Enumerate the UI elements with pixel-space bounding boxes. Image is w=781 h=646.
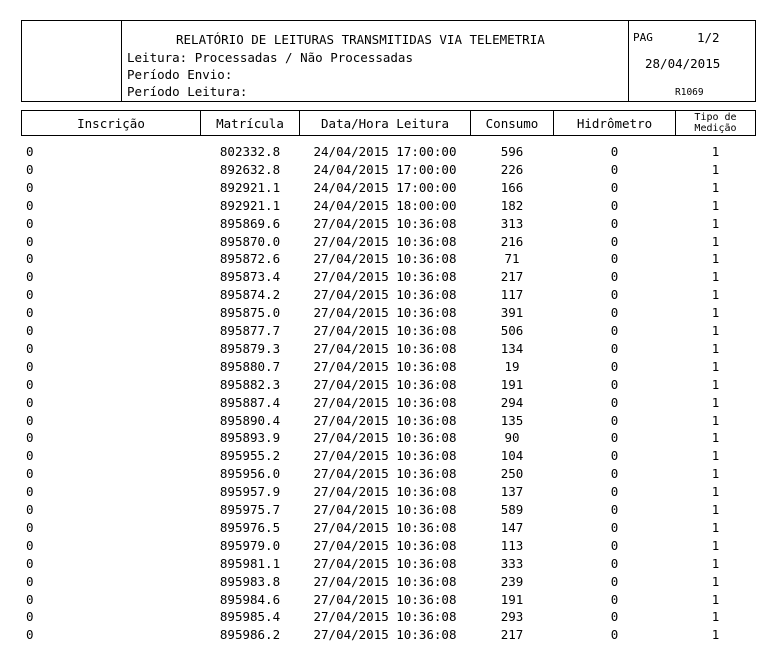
table-row <box>0 143 781 161</box>
cell-data-hora: 27/04/2015 10:36:08 <box>313 215 457 231</box>
cell-data-hora: 24/04/2015 17:00:00 <box>313 179 457 195</box>
cell-data-hora: 27/04/2015 10:36:08 <box>313 627 457 643</box>
table-row <box>0 358 781 376</box>
cell-inscricao: 0 <box>26 555 34 571</box>
table-row <box>0 197 781 215</box>
cell-hidrometro: 0 <box>610 555 619 571</box>
cell-inscricao: 0 <box>26 269 34 285</box>
cell-consumo: 333 <box>500 555 524 571</box>
cell-hidrometro: 0 <box>610 323 619 338</box>
cell-matricula: 895870.0 <box>219 233 281 249</box>
cell-data-hora: 27/04/2015 10:36:08 <box>313 484 457 500</box>
table-row <box>0 626 781 644</box>
cell-matricula: 895887.4 <box>219 394 281 410</box>
cell-consumo: 71 <box>504 251 520 267</box>
cell-consumo: 104 <box>500 448 524 464</box>
cell-hidrometro: 0 <box>610 609 619 625</box>
logo-placeholder-box <box>21 20 122 102</box>
table-row <box>0 304 781 322</box>
cell-tipo-medicao: 1 <box>711 555 720 571</box>
cell-matricula: 895893.9 <box>219 430 281 446</box>
report-date: 28/04/2015 <box>645 56 721 71</box>
cell-inscricao: 0 <box>26 484 34 500</box>
cell-matricula: 895872.6 <box>219 251 281 267</box>
col-consumo-label: Consumo <box>485 115 539 131</box>
cell-hidrometro: 0 <box>610 358 619 374</box>
table-row <box>0 322 781 340</box>
cell-inscricao: 0 <box>26 233 34 249</box>
col-hidrometro-label: Hidrômetro <box>576 115 653 131</box>
cell-consumo: 117 <box>500 287 524 303</box>
cell-consumo: 217 <box>500 627 524 643</box>
cell-hidrometro: 0 <box>610 412 619 428</box>
cell-tipo-medicao: 1 <box>711 591 720 607</box>
cell-tipo-medicao: 1 <box>711 448 720 464</box>
cell-matricula: 892921.1 <box>219 179 281 195</box>
cell-data-hora: 27/04/2015 10:36:08 <box>313 573 457 589</box>
cell-data-hora: 27/04/2015 10:36:08 <box>313 591 457 607</box>
cell-data-hora: 27/04/2015 10:36:08 <box>313 466 457 482</box>
col-data-hora <box>299 110 471 136</box>
table-row <box>0 376 781 394</box>
cell-tipo-medicao: 1 <box>711 179 720 195</box>
cell-matricula: 895981.1 <box>219 555 281 571</box>
cell-tipo-medicao: 1 <box>711 305 720 321</box>
table-row <box>0 161 781 179</box>
table-row <box>0 447 781 465</box>
cell-data-hora: 27/04/2015 10:36:08 <box>313 609 457 625</box>
cell-matricula: 895875.0 <box>219 305 281 321</box>
periodo-leitura: Período Leitura: <box>127 84 248 99</box>
cell-hidrometro: 0 <box>610 197 619 213</box>
col-matricula-label: Matrícula <box>216 115 284 131</box>
cell-hidrometro: 0 <box>610 179 619 195</box>
cell-tipo-medicao: 1 <box>711 287 720 303</box>
col-tipo-label: Tipo de <box>694 112 737 123</box>
cell-matricula: 802332.8 <box>219 144 281 159</box>
cell-consumo: 19 <box>504 358 520 374</box>
table-row <box>0 412 781 430</box>
cell-inscricao: 0 <box>26 394 34 410</box>
cell-hidrometro: 0 <box>610 340 619 356</box>
cell-data-hora: 27/04/2015 10:36:08 <box>313 376 457 392</box>
table-row <box>0 215 781 233</box>
cell-matricula: 895877.7 <box>219 323 281 338</box>
cell-matricula: 895984.6 <box>219 591 281 607</box>
cell-tipo-medicao: 1 <box>711 466 720 482</box>
cell-hidrometro: 0 <box>610 484 619 500</box>
pag-label: PAG <box>633 31 653 44</box>
cell-hidrometro: 0 <box>610 394 619 410</box>
cell-tipo-medicao: 1 <box>711 573 720 589</box>
cell-matricula: 895882.3 <box>219 376 281 392</box>
cell-matricula: 895985.4 <box>219 609 281 625</box>
cell-tipo-medicao: 1 <box>711 269 720 285</box>
cell-data-hora: 27/04/2015 10:36:08 <box>313 340 457 356</box>
cell-inscricao: 0 <box>26 448 34 464</box>
cell-inscricao: 0 <box>26 287 34 303</box>
cell-inscricao: 0 <box>26 251 34 267</box>
cell-hidrometro: 0 <box>610 233 619 249</box>
cell-data-hora: 27/04/2015 10:36:08 <box>313 448 457 464</box>
cell-data-hora: 27/04/2015 10:36:08 <box>313 305 457 321</box>
table-row <box>0 233 781 251</box>
cell-consumo: 239 <box>500 573 524 589</box>
cell-hidrometro: 0 <box>610 144 619 159</box>
report-code: R1069 <box>675 87 704 98</box>
cell-hidrometro: 0 <box>610 215 619 231</box>
cell-matricula: 892632.8 <box>219 161 281 177</box>
col-medicao-label: Medição <box>694 123 737 134</box>
cell-inscricao: 0 <box>26 466 34 482</box>
cell-inscricao: 0 <box>26 215 34 231</box>
cell-data-hora: 27/04/2015 10:36:08 <box>313 251 457 267</box>
table-row <box>0 501 781 519</box>
cell-consumo: 216 <box>500 233 524 249</box>
cell-inscricao: 0 <box>26 197 34 213</box>
cell-tipo-medicao: 1 <box>711 144 720 159</box>
table-row <box>0 573 781 591</box>
cell-matricula: 895880.7 <box>219 358 281 374</box>
cell-matricula: 895873.4 <box>219 269 281 285</box>
cell-inscricao: 0 <box>26 412 34 428</box>
cell-consumo: 191 <box>500 376 524 392</box>
cell-data-hora: 27/04/2015 10:36:08 <box>313 323 457 338</box>
col-data-hora-label: Data/Hora Leitura <box>321 115 449 131</box>
cell-inscricao: 0 <box>26 502 34 517</box>
cell-hidrometro: 0 <box>610 466 619 482</box>
cell-matricula: 895979.0 <box>219 537 281 553</box>
cell-consumo: 391 <box>500 305 524 321</box>
cell-hidrometro: 0 <box>610 519 619 535</box>
cell-consumo: 147 <box>500 519 524 535</box>
cell-consumo: 113 <box>500 537 524 553</box>
cell-consumo: 90 <box>504 430 520 446</box>
cell-data-hora: 24/04/2015 17:00:00 <box>313 161 457 177</box>
cell-data-hora: 27/04/2015 10:36:08 <box>313 287 457 303</box>
cell-matricula: 895890.4 <box>219 412 281 428</box>
cell-data-hora: 27/04/2015 10:36:08 <box>313 394 457 410</box>
cell-data-hora: 27/04/2015 10:36:08 <box>313 412 457 428</box>
table-row <box>0 537 781 555</box>
table-row <box>0 465 781 483</box>
cell-tipo-medicao: 1 <box>711 340 720 356</box>
cell-consumo: 137 <box>500 484 524 500</box>
cell-tipo-medicao: 1 <box>711 251 720 267</box>
cell-consumo: 294 <box>500 394 524 410</box>
cell-matricula: 892921.1 <box>219 197 281 213</box>
cell-tipo-medicao: 1 <box>711 233 720 249</box>
cell-consumo: 134 <box>500 340 524 356</box>
cell-inscricao: 0 <box>26 537 34 553</box>
cell-inscricao: 0 <box>26 340 34 356</box>
cell-data-hora: 27/04/2015 10:36:08 <box>313 358 457 374</box>
cell-matricula: 895976.5 <box>219 519 281 535</box>
cell-tipo-medicao: 1 <box>711 161 720 177</box>
table-row <box>0 268 781 286</box>
cell-matricula: 895975.7 <box>219 502 281 517</box>
table-row <box>0 555 781 573</box>
cell-tipo-medicao: 1 <box>711 394 720 410</box>
cell-consumo: 191 <box>500 591 524 607</box>
cell-data-hora: 27/04/2015 10:36:08 <box>313 233 457 249</box>
cell-hidrometro: 0 <box>610 251 619 267</box>
col-hidrometro <box>553 110 676 136</box>
table-row <box>0 286 781 304</box>
cell-consumo: 596 <box>500 144 524 159</box>
cell-data-hora: 27/04/2015 10:36:08 <box>313 555 457 571</box>
cell-data-hora: 27/04/2015 10:36:08 <box>313 430 457 446</box>
cell-inscricao: 0 <box>26 573 34 589</box>
table-row <box>0 394 781 412</box>
cell-inscricao: 0 <box>26 323 34 338</box>
cell-matricula: 895869.6 <box>219 215 281 231</box>
cell-inscricao: 0 <box>26 376 34 392</box>
cell-consumo: 589 <box>500 502 524 517</box>
cell-hidrometro: 0 <box>610 376 619 392</box>
cell-hidrometro: 0 <box>610 627 619 643</box>
cell-hidrometro: 0 <box>610 537 619 553</box>
table-row <box>0 340 781 358</box>
cell-inscricao: 0 <box>26 609 34 625</box>
cell-data-hora: 27/04/2015 10:36:08 <box>313 269 457 285</box>
report-title: RELATÓRIO DE LEITURAS TRANSMITIDAS VIA TELEMETRIA <box>176 32 545 47</box>
leitura-filter: Leitura: Processadas / Não Processadas <box>127 50 413 65</box>
col-consumo <box>470 110 554 136</box>
cell-hidrometro: 0 <box>610 502 619 517</box>
cell-tipo-medicao: 1 <box>711 376 720 392</box>
cell-tipo-medicao: 1 <box>711 502 720 517</box>
cell-tipo-medicao: 1 <box>711 537 720 553</box>
cell-inscricao: 0 <box>26 179 34 195</box>
cell-tipo-medicao: 1 <box>711 215 720 231</box>
cell-tipo-medicao: 1 <box>711 484 720 500</box>
table-row <box>0 179 781 197</box>
cell-data-hora: 27/04/2015 10:36:08 <box>313 519 457 535</box>
cell-matricula: 895955.2 <box>219 448 281 464</box>
cell-consumo: 506 <box>500 323 524 338</box>
table-row <box>0 429 781 447</box>
cell-hidrometro: 0 <box>610 305 619 321</box>
cell-inscricao: 0 <box>26 519 34 535</box>
cell-matricula: 895986.2 <box>219 627 281 643</box>
col-tipo-medicao <box>675 110 756 136</box>
cell-tipo-medicao: 1 <box>711 323 720 338</box>
cell-consumo: 293 <box>500 609 524 625</box>
cell-inscricao: 0 <box>26 627 34 643</box>
cell-matricula: 895879.3 <box>219 340 281 356</box>
cell-consumo: 166 <box>500 179 524 195</box>
cell-consumo: 250 <box>500 466 524 482</box>
cell-inscricao: 0 <box>26 161 34 177</box>
cell-matricula: 895874.2 <box>219 287 281 303</box>
cell-data-hora: 24/04/2015 17:00:00 <box>313 144 457 159</box>
cell-tipo-medicao: 1 <box>711 519 720 535</box>
cell-consumo: 135 <box>500 412 524 428</box>
cell-inscricao: 0 <box>26 358 34 374</box>
cell-tipo-medicao: 1 <box>711 609 720 625</box>
col-inscricao <box>21 110 201 136</box>
cell-data-hora: 27/04/2015 10:36:08 <box>313 537 457 553</box>
cell-inscricao: 0 <box>26 591 34 607</box>
cell-tipo-medicao: 1 <box>711 412 720 428</box>
col-inscricao-label: Inscrição <box>77 115 145 131</box>
cell-inscricao: 0 <box>26 430 34 446</box>
cell-tipo-medicao: 1 <box>711 197 720 213</box>
cell-consumo: 182 <box>500 197 524 213</box>
cell-tipo-medicao: 1 <box>711 358 720 374</box>
cell-hidrometro: 0 <box>610 448 619 464</box>
cell-hidrometro: 0 <box>610 591 619 607</box>
cell-matricula: 895956.0 <box>219 466 281 482</box>
table-row <box>0 608 781 626</box>
cell-data-hora: 24/04/2015 18:00:00 <box>313 197 457 213</box>
cell-consumo: 313 <box>500 215 524 231</box>
cell-matricula: 895983.8 <box>219 573 281 589</box>
cell-tipo-medicao: 1 <box>711 627 720 643</box>
cell-hidrometro: 0 <box>610 573 619 589</box>
cell-data-hora: 27/04/2015 10:36:08 <box>313 502 457 517</box>
cell-tipo-medicao: 1 <box>711 430 720 446</box>
cell-hidrometro: 0 <box>610 269 619 285</box>
cell-hidrometro: 0 <box>610 430 619 446</box>
table-row <box>0 519 781 537</box>
table-row <box>0 250 781 268</box>
cell-matricula: 895957.9 <box>219 484 281 500</box>
cell-inscricao: 0 <box>26 144 34 159</box>
table-row <box>0 483 781 501</box>
col-matricula <box>200 110 300 136</box>
cell-consumo: 226 <box>500 161 524 177</box>
cell-hidrometro: 0 <box>610 287 619 303</box>
cell-hidrometro: 0 <box>610 161 619 177</box>
cell-inscricao: 0 <box>26 305 34 321</box>
cell-consumo: 217 <box>500 269 524 285</box>
page-number: 1/2 <box>697 30 720 45</box>
periodo-envio: Período Envio: <box>127 67 233 82</box>
table-row <box>0 591 781 609</box>
